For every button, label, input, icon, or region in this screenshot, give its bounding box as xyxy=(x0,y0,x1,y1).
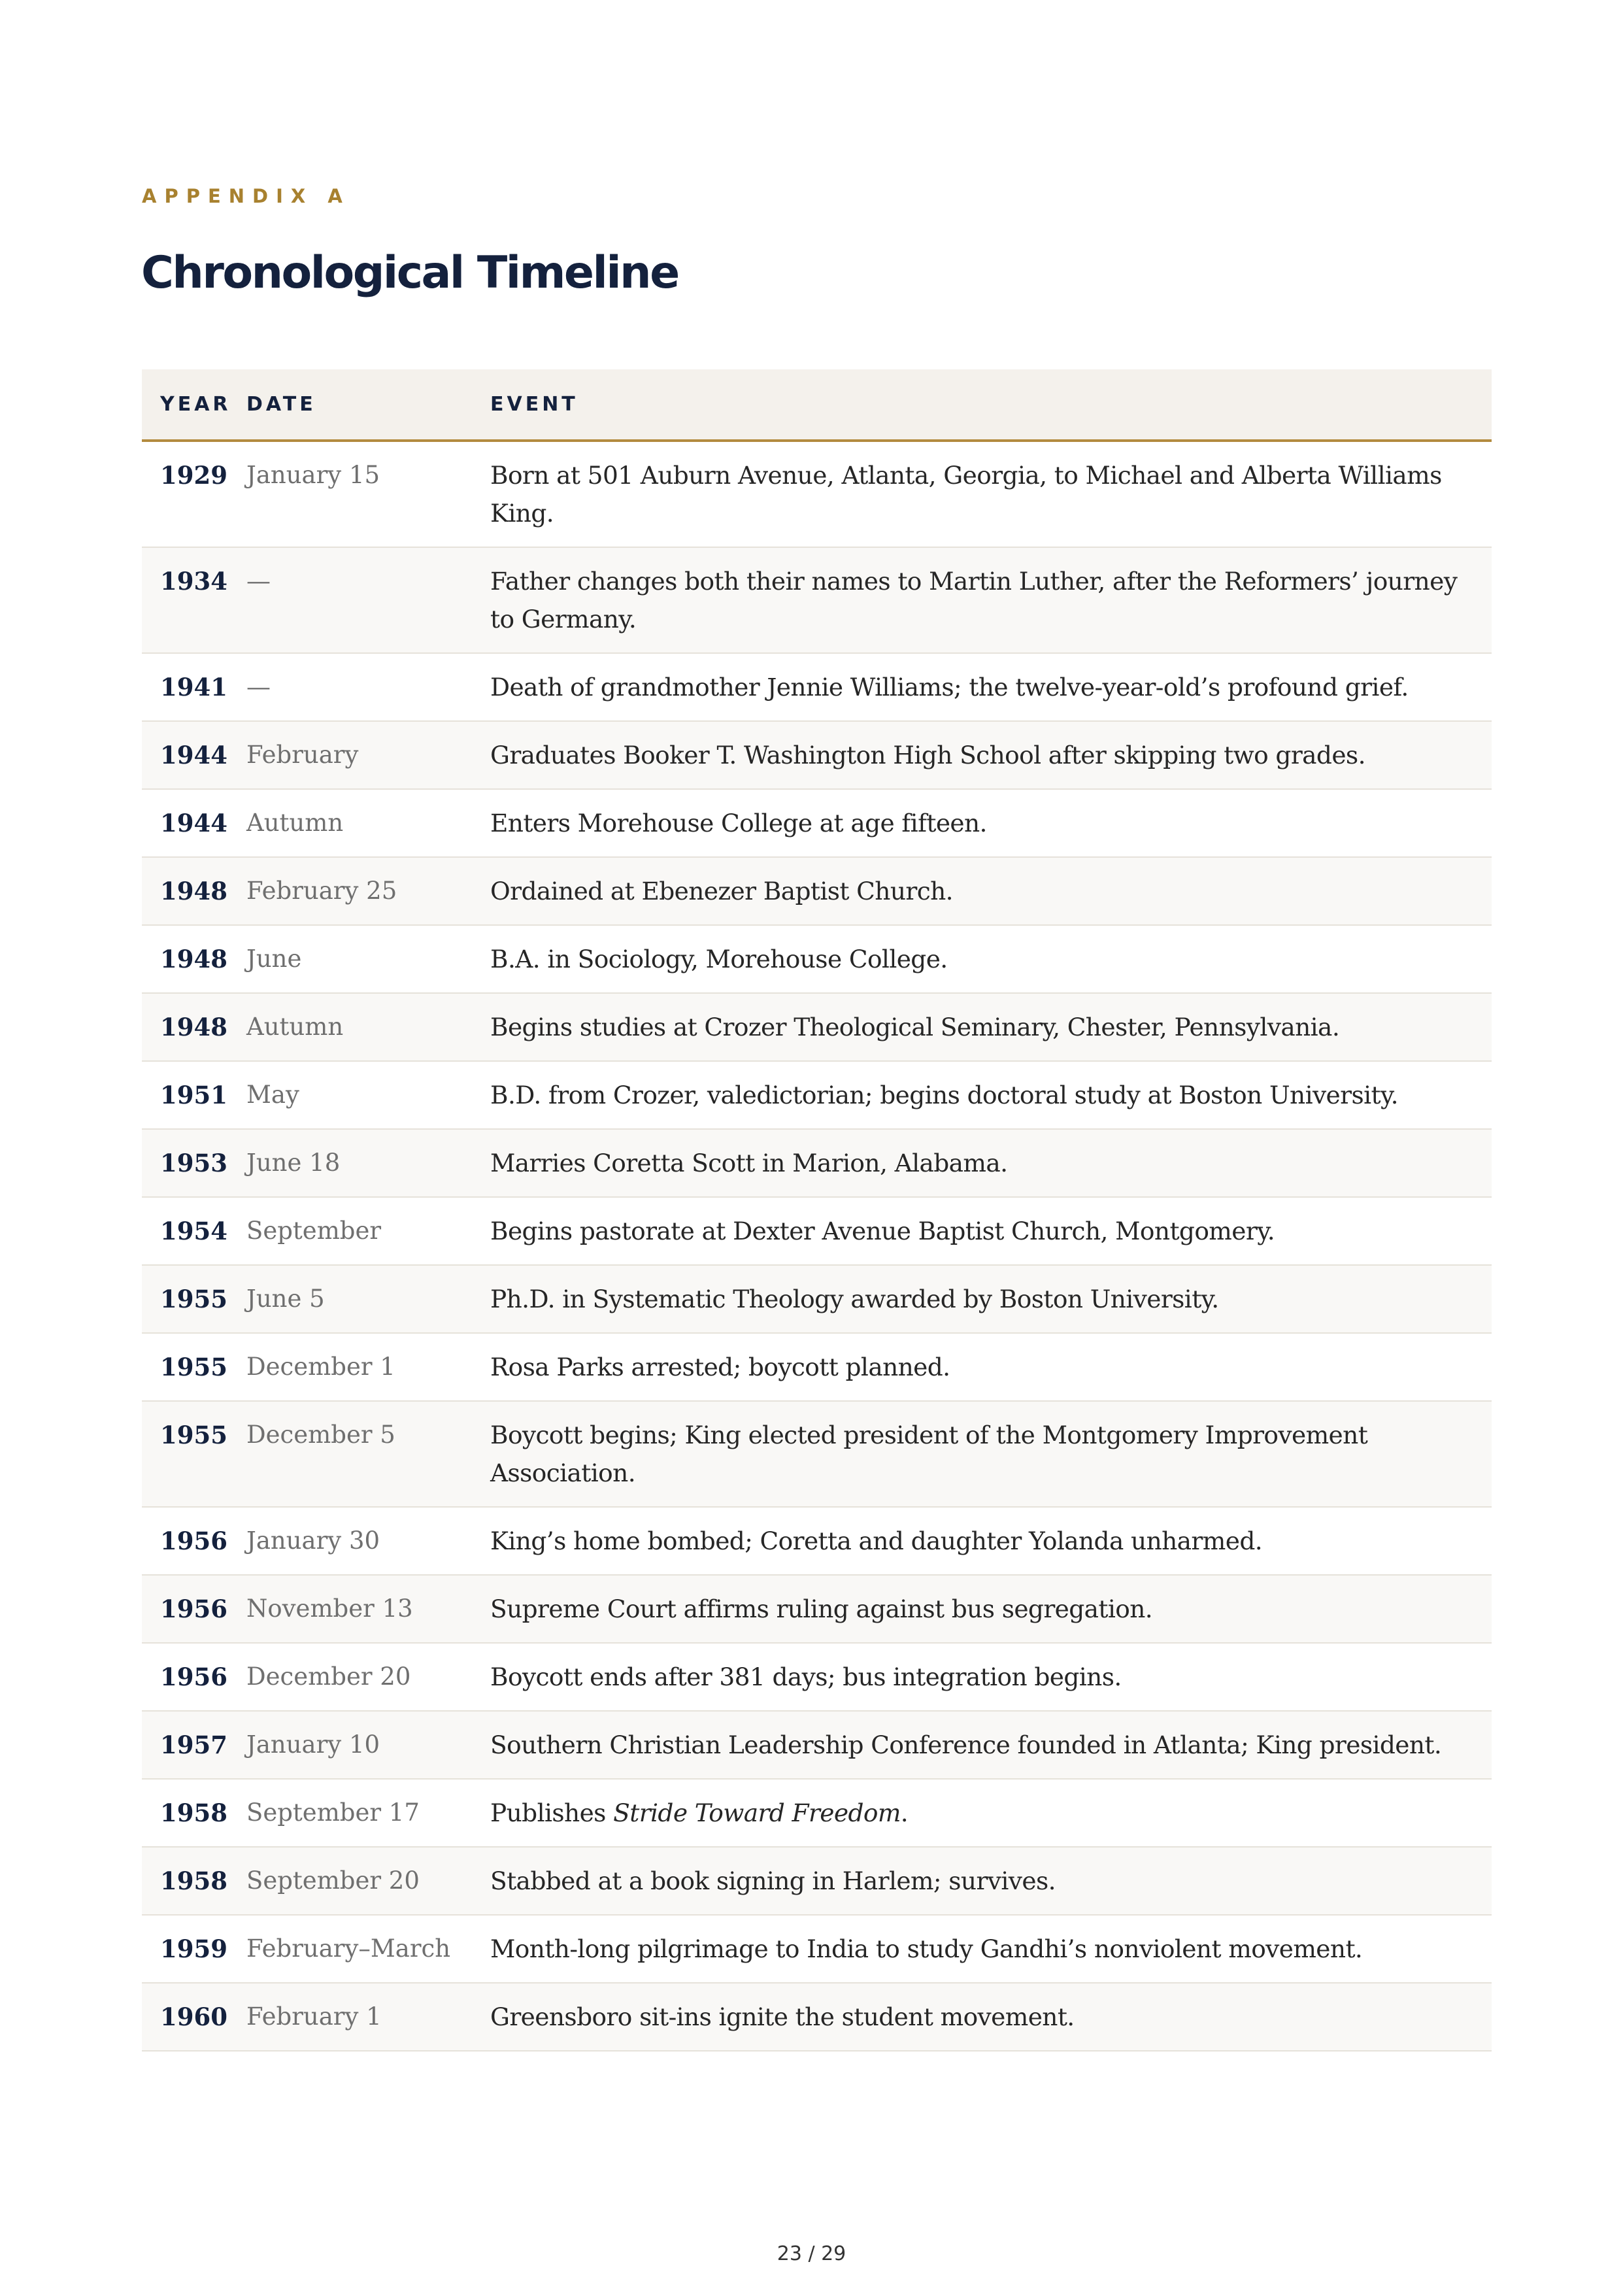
year-cell: 1944 xyxy=(160,741,227,769)
event-cell: Ordained at Ebenezer Baptist Church. xyxy=(490,877,953,905)
date-cell: — xyxy=(246,673,271,701)
event-cell: King’s home bombed; Coretta and daughter Yolanda unharmed. xyxy=(490,1527,1263,1555)
date-cell: Autumn xyxy=(246,1013,344,1041)
event-cell: Marries Coretta Scott in Marion, Alabama. xyxy=(490,1149,1008,1177)
book-title: Stride Toward Freedom xyxy=(613,1798,901,1827)
table-body xyxy=(142,441,1492,2051)
table-row xyxy=(142,1779,1492,1847)
year-cell: 1955 xyxy=(160,1353,227,1381)
table-row xyxy=(142,1643,1492,1711)
page-title: Chronological Timeline xyxy=(141,247,678,299)
year-cell: 1958 xyxy=(160,1866,227,1895)
date-cell: January 10 xyxy=(246,1730,380,1759)
year-cell: 1955 xyxy=(160,1285,227,1313)
table-row xyxy=(142,1915,1492,1983)
date-cell: December 1 xyxy=(246,1353,395,1381)
date-cell: December 5 xyxy=(246,1421,395,1449)
appendix-label: APPENDIX A xyxy=(142,185,350,207)
table-row xyxy=(142,857,1492,925)
year-cell: 1958 xyxy=(160,1798,227,1827)
date-cell: February–March xyxy=(246,1934,451,1963)
event-cell: Southern Christian Leadership Conference founded in Atlanta; King president. xyxy=(490,1730,1442,1759)
year-cell: 1954 xyxy=(160,1217,227,1245)
year-cell: 1955 xyxy=(160,1421,227,1449)
table-row xyxy=(142,1061,1492,1129)
date-cell: February xyxy=(246,741,359,769)
year-cell: 1953 xyxy=(160,1149,227,1177)
header-row xyxy=(142,369,1492,441)
table-row xyxy=(142,1401,1492,1507)
table-row xyxy=(142,547,1492,653)
date-cell: June 5 xyxy=(246,1285,325,1313)
table-row xyxy=(142,653,1492,721)
date-cell: September 20 xyxy=(246,1866,420,1895)
year-cell: 1960 xyxy=(160,2002,227,2031)
event-cell: Enters Morehouse College at age fifteen. xyxy=(490,809,987,837)
year-cell: 1934 xyxy=(160,567,227,596)
year-cell: 1948 xyxy=(160,877,227,905)
event-cell: B.D. from Crozer, valedictorian; begins doctoral study at Boston University. xyxy=(490,1081,1398,1109)
column-header-date: DATE xyxy=(246,369,490,441)
event-cell: Boycott begins; King elected president of the Montgomery Improvement Association. xyxy=(490,1421,1368,1487)
table-row xyxy=(142,1507,1492,1575)
year-cell: 1941 xyxy=(160,673,227,701)
date-cell: — xyxy=(246,567,271,595)
year-cell: 1956 xyxy=(160,1595,227,1623)
event-cell: Death of grandmother Jennie Williams; the twelve-year-old’s profound grief. xyxy=(490,673,1409,701)
event-cell: Begins pastorate at Dexter Avenue Baptist Church, Montgomery. xyxy=(490,1217,1275,1245)
event-text: Publishes xyxy=(490,1798,614,1827)
event-cell: Father changes both their names to Martin Luther, after the Reformers’ journey to Germany. xyxy=(490,567,1458,633)
event-cell: Month-long pilgrimage to India to study Gandhi’s nonviolent movement. xyxy=(490,1934,1363,1963)
year-cell: 1944 xyxy=(160,809,227,837)
year-cell: 1957 xyxy=(160,1730,227,1759)
date-cell: February 1 xyxy=(246,2002,382,2031)
event-text: . xyxy=(900,1798,909,1827)
timeline-table xyxy=(142,369,1492,2051)
date-cell: January 30 xyxy=(246,1527,380,1555)
date-cell: December 20 xyxy=(246,1663,411,1691)
event-cell: Boycott ends after 381 days; bus integration begins. xyxy=(490,1663,1122,1691)
date-cell: January 15 xyxy=(246,461,380,489)
event-cell: Begins studies at Crozer Theological Seminary, Chester, Pennsylvania. xyxy=(490,1013,1340,1041)
table-row xyxy=(142,789,1492,857)
event-cell: Greensboro sit-ins ignite the student movement. xyxy=(490,2002,1075,2031)
table-row xyxy=(142,993,1492,1061)
date-cell: June xyxy=(246,945,302,973)
year-cell: 1956 xyxy=(160,1663,227,1691)
table-row xyxy=(142,1333,1492,1401)
table-row xyxy=(142,721,1492,789)
year-cell: 1948 xyxy=(160,945,227,973)
table-row xyxy=(142,1983,1492,2051)
column-header-event: EVENT xyxy=(490,369,1492,441)
event-cell: B.A. in Sociology, Morehouse College. xyxy=(490,945,948,973)
page-number: 23 / 29 xyxy=(777,2242,846,2265)
table-row xyxy=(142,441,1492,547)
year-cell: 1959 xyxy=(160,1934,227,1963)
column-header-year: YEAR xyxy=(142,369,246,441)
date-cell: February 25 xyxy=(246,877,397,905)
event-cell: Rosa Parks arrested; boycott planned. xyxy=(490,1353,950,1381)
event-cell: Born at 501 Auburn Avenue, Atlanta, Georgia, to Michael and Alberta Williams King. xyxy=(490,461,1442,528)
table-header xyxy=(142,369,1492,441)
event-cell: Graduates Booker T. Washington High School after skipping two grades. xyxy=(490,741,1365,769)
year-cell: 1951 xyxy=(160,1081,227,1109)
table-row xyxy=(142,1575,1492,1643)
table-row xyxy=(142,1711,1492,1779)
table-row xyxy=(142,1197,1492,1265)
date-cell: June 18 xyxy=(246,1149,341,1177)
table-row xyxy=(142,1847,1492,1915)
event-cell: Supreme Court affirms ruling against bus segregation. xyxy=(490,1595,1153,1623)
year-cell: 1948 xyxy=(160,1013,227,1041)
date-cell: November 13 xyxy=(246,1595,413,1623)
table-row xyxy=(142,1129,1492,1197)
date-cell: Autumn xyxy=(246,809,344,837)
event-cell xyxy=(490,1779,1492,1847)
year-cell: 1929 xyxy=(160,461,227,490)
date-cell: May xyxy=(246,1081,299,1109)
table-row xyxy=(142,925,1492,993)
table-row xyxy=(142,1265,1492,1333)
event-cell: Stabbed at a book signing in Harlem; survives. xyxy=(490,1866,1056,1895)
event-cell: Ph.D. in Systematic Theology awarded by Boston University. xyxy=(490,1285,1219,1313)
date-cell: September 17 xyxy=(246,1798,420,1827)
date-cell: September xyxy=(246,1217,382,1245)
year-cell: 1956 xyxy=(160,1527,227,1555)
